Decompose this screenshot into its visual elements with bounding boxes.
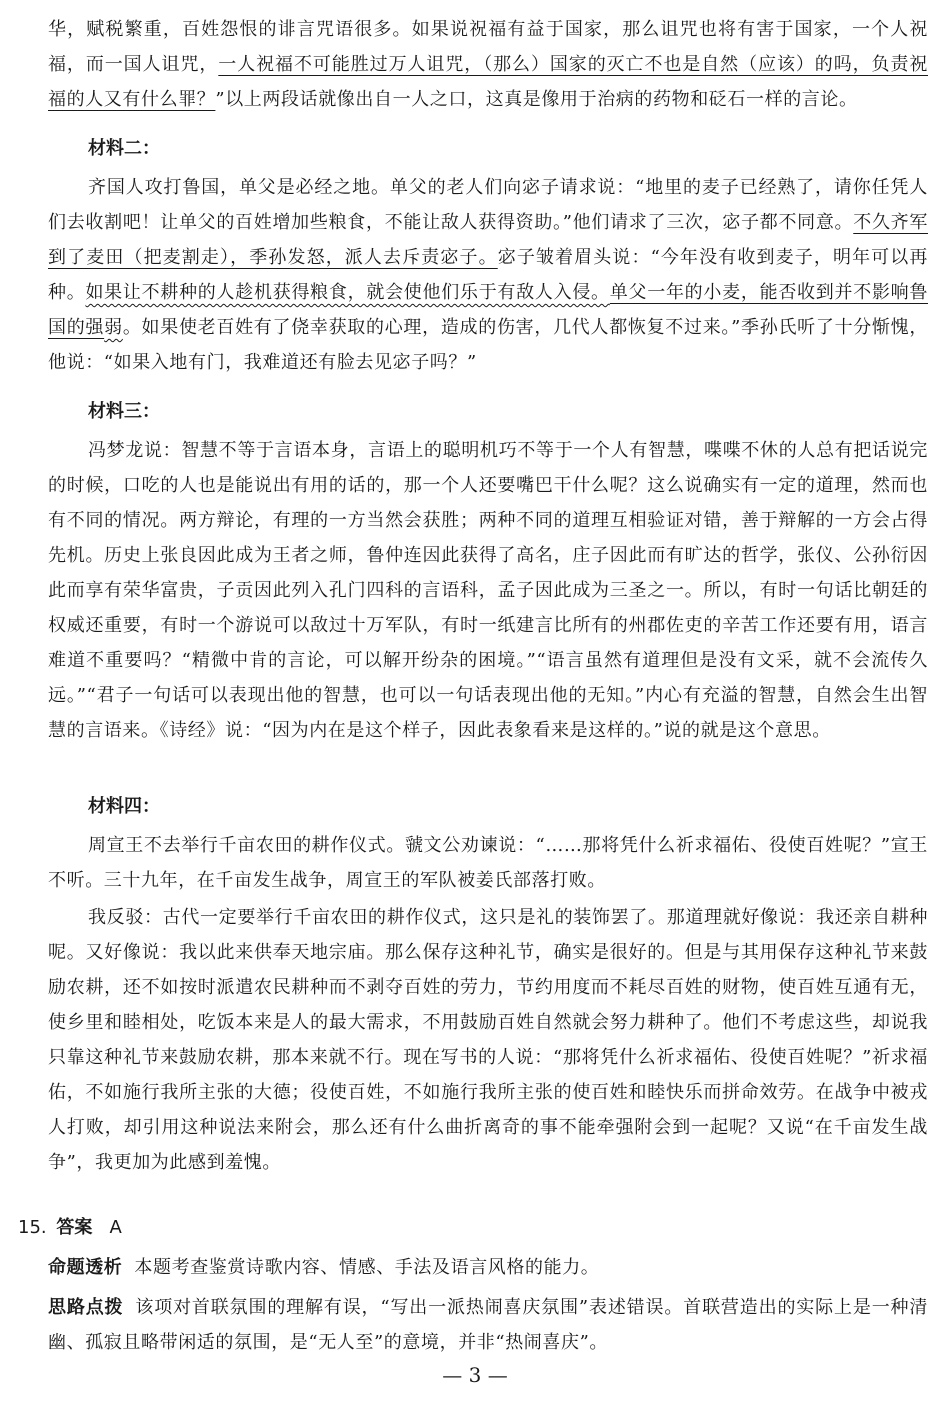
material4-paragraph-1: 周宣王不去举行千亩农田的耕作仪式。虢文公劝谏说：“……那将凭什么祈求福佑、役使百姓呢？”宣王不听。三十九年，在千亩发生战争，周宣王的军队被姜氏部落打败。 [48, 835, 928, 891]
text-run: 华，赋税繁重，百姓怨恨的诽言咒语很多。如果说祝福有益于国家，那么诅咒也将有害于国家，一个人祝福，而一国人诅咒， [48, 19, 928, 75]
wavy-underlined-sentence: 如果让不耕种的人趁机获得粮食，就会使他们乐于有敌人入侵。 [85, 282, 610, 303]
material1-tail-paragraph [48, 12, 928, 117]
wavy-underlined-sentence: 弱 [104, 317, 123, 338]
question-15-analysis [48, 1250, 928, 1285]
text-run: 齐国人攻打鲁国，单父是必经之地。单父的老人们向宓子请求说：“地里的麦子已经熟了，请你任凭人们去收割吧！让单父的百姓增加些粮食，不能让敌人获得资助。”他们请求了三次，宓子都不同意。 [48, 177, 928, 233]
answer-label: 答案 [56, 1217, 93, 1238]
analysis-text: 本题考查鉴赏诗歌内容、情感、手法及语言风格的能力。 [134, 1257, 600, 1278]
approach-label: 思路点拨 [48, 1297, 124, 1318]
material3-paragraph: 冯梦龙说：智慧不等于言语本身，言语上的聪明机巧不等于一个人有智慧，喋喋不休的人总有把话说完的时候，口吃的人也是能说出有用的话的，那一个人还要嘴巴干什么呢？这么说确实有一定的道理，然而也有不同的情况。两方辩论，有理的一方当然会获胜；两种不同的道理互相验证对错，善于辩解的一方会占得先机。历史上张良因此成为王者之师，鲁仲连因此获得了高名，庄子因此而有旷达的哲学，张仪、公孙衍因此而享有荣华富贵，子贡因此列入孔门四科的言语科，孟子因此成为三圣之一。所以，有时一句话比朝廷的权威还重要，有时一个游说可以敌过十万军队，有时一纸建言比所有的州郡佐吏的辛苦工作还要有用，语言难道不重要吗？“精微中肯的言论，可以解开纷杂的困境。”“语言虽然有道理但是没有文采，就不会流传久远。”“君子一句话可以表现出他的智慧，也可以一句话表现出他的无知。”内心有充溢的智慧，自然会生出智慧的言语来。《诗经》说：“因为内在是这个样子，因此表象看来是这样的。”说的就是这个意思。 [48, 440, 928, 741]
material4-paragraph-2: 我反驳：古代一定要举行千亩农田的耕作仪式，这只是礼的装饰罢了。那道理就好像说：我还亲自耕种呢。又好像说：我以此来供奉天地宗庙。那么保存这种礼节，确实是很好的。但是与其用保存这种礼节来鼓励农耕，还不如按时派遣农民耕种而不剥夺百姓的劳力，节约用度而不耗尽百姓的财物，使百姓互通有无，使乡里和睦相处，吃饭本来是人的最大需求，不用鼓励百姓自然就会努力耕种了。他们不考虑这些，却说我只靠这种礼节来鼓励农耕，那本来就不行。现在写书的人说：“那将凭什么祈求福佑、役使百姓呢？”祈求福佑，不如施行我所主张的大德；役使百姓，不如施行我所主张的使百姓和睦快乐而拼命效劳。在战争中被戎人打败，却引用这种说法来附会，那么还有什么曲折离奇的事不能牵强附会到一起呢？又说“在千亩发生战争”，我更加为此感到羞愧。 [48, 907, 928, 1173]
text-run: 宓子皱着眉头说：“今年没有收到麦子，明年可以再种。 [48, 247, 929, 303]
material3-heading: 材料三： [88, 401, 160, 422]
question-15-approach [48, 1290, 928, 1360]
underlined-sentence: 单父一年的小麦，能否收到并不影响鲁国的强 [48, 282, 928, 338]
page-number: — 3 — [442, 1363, 508, 1387]
text-run: 。如果使老百姓有了侥幸获取的心理，造成的伤害，几代人都恢复不过来。”季孙氏听了十分惭愧，他说：“如果入地有门，我难道还有脸去见宓子吗？” [48, 317, 928, 373]
material2-paragraph [48, 170, 928, 380]
analysis-label: 命题透析 [48, 1257, 123, 1278]
material2-heading: 材料二： [88, 138, 160, 159]
question-15-answer [18, 1216, 122, 1240]
text-run: ”以上两段话就像出自一人之口，这真是像用于治病的药物和砭石一样的言论。 [215, 89, 858, 110]
answer-value: A [109, 1217, 122, 1238]
material4-heading: 材料四： [88, 796, 160, 817]
underlined-sentence: 一人祝福不可能胜过万人诅咒，（那么）国家的灭亡不也是自然（应该）的吗，负责祝福的人又有什么罪？ [48, 54, 928, 110]
underlined-sentence: 不久齐军到了麦田（把麦割走），季孙发怒，派人去斥责宓子。 [48, 212, 928, 268]
question-number: 15. [18, 1217, 47, 1238]
approach-text: 该项对首联氛围的理解有误，“写出一派热闹喜庆氛围”表述错误。首联营造出的实际上是一种清幽、孤寂且略带闲适的氛围，是“无人至”的意境，并非“热闹喜庆”。 [48, 1297, 928, 1353]
